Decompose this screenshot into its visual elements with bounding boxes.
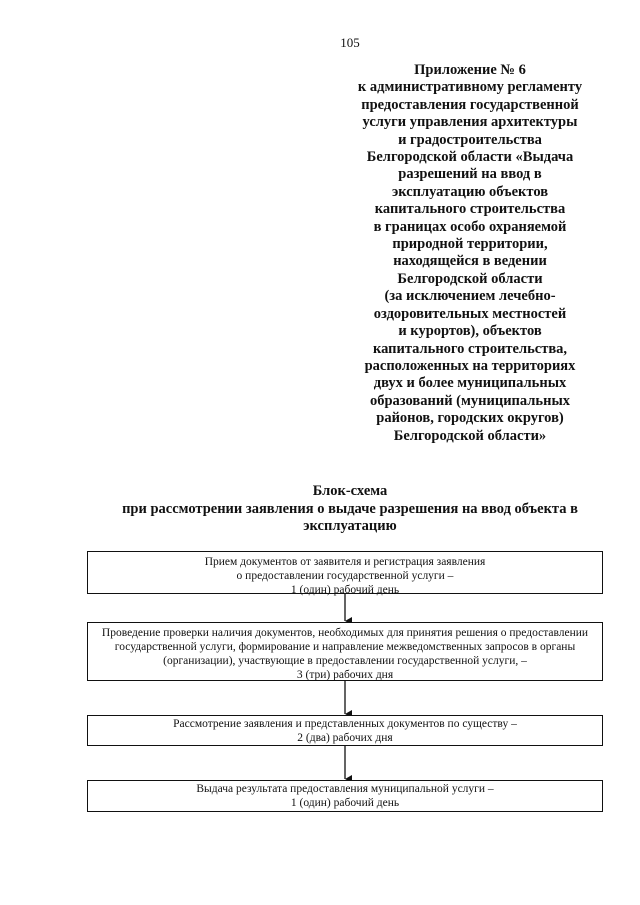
flow-step-line: 1 (один) рабочий день [290, 797, 400, 809]
flow-step-review [87, 715, 603, 746]
appendix-line: районов, городских округов) [376, 410, 564, 427]
appendix-line: к административному регламенту [357, 79, 583, 96]
appendix-line: предоставления государственной [361, 96, 579, 113]
appendix-line: находящейся в ведении [393, 253, 547, 270]
flowchart-title-line: эксплуатацию [303, 518, 397, 534]
flow-step-line: (организации), участвующие в предоставлении государственной услуги, – [163, 655, 527, 667]
appendix-line: и градостроительства [398, 131, 542, 148]
flow-step-line: о предоставлении государственной услуги – [236, 570, 454, 582]
appendix-line: услуги управления архитектуры [362, 114, 578, 131]
appendix-line: природной территории, [392, 236, 548, 253]
flow-step-line: Рассмотрение заявления и представленных документов по существу – [173, 718, 517, 730]
flow-step-document-check [87, 622, 603, 681]
appendix-line: эксплуатацию объектов [391, 183, 549, 200]
flowchart-title-line: Блок-схема [312, 483, 388, 499]
appendix-line: Приложение № 6 [414, 62, 526, 78]
flowchart-title [0, 483, 640, 536]
appendix-heading [340, 62, 600, 445]
appendix-line: двух и более муниципальных [373, 375, 567, 392]
appendix-line: оздоровительных местностей [373, 305, 567, 322]
appendix-line: Белгородской области [397, 270, 543, 287]
appendix-line: разрешений на ввод в [398, 166, 542, 183]
flow-step-line: 2 (два) рабочих дня [297, 732, 393, 744]
appendix-line: расположенных на территориях [364, 357, 576, 374]
flow-step-line: государственной услуги, формирование и направление межведомственных запросов в органы [114, 641, 576, 653]
flow-step-line: Прием документов от заявителя и регистрация заявления [204, 556, 486, 568]
appendix-line: в границах особо охраняемой [373, 218, 567, 235]
appendix-line: Белгородской области «Выдача [366, 149, 574, 166]
flowchart-title-line: при рассмотрении заявления о выдаче разрешения на ввод объекта в [122, 500, 578, 517]
flow-step-line: 1 (один) рабочий день [290, 584, 400, 596]
flow-step-line: Проведение проверки наличия документов, необходимых для принятия решения о предоставлении [101, 627, 589, 639]
appendix-line: капитального строительства, [372, 340, 568, 357]
flow-step-line: Выдача результата предоставления муниципальной услуги – [196, 783, 494, 795]
appendix-line: капитального строительства [374, 201, 566, 218]
flow-step-result-issue [87, 780, 603, 812]
appendix-line: (за исключением лечебно- [384, 288, 556, 305]
appendix-line: и курортов), объектов [398, 323, 542, 340]
page-number: 105 [340, 35, 360, 50]
flow-step-line: 3 (три) рабочих дня [296, 669, 394, 681]
flow-step-reception [87, 551, 603, 594]
appendix-line: образований (муниципальных [369, 392, 571, 409]
appendix-line: Белгородской области» [393, 427, 547, 444]
